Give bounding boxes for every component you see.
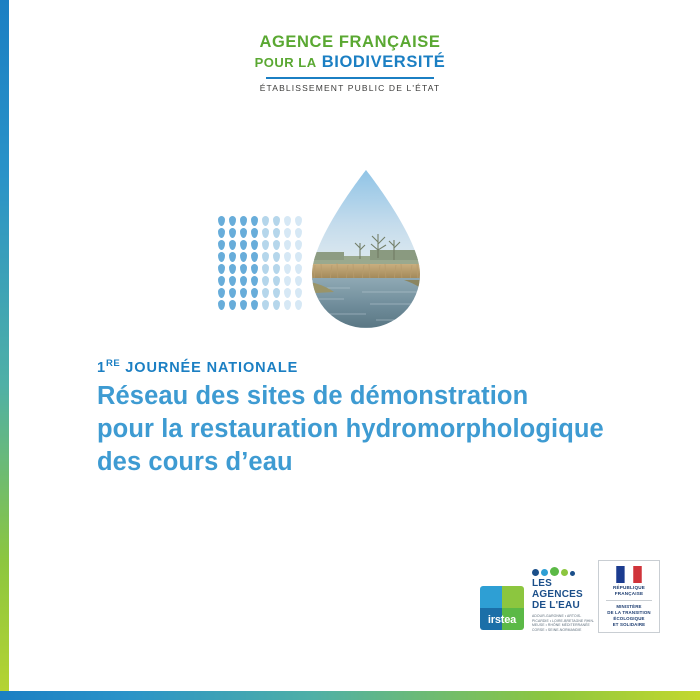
agences-eau-subtitle: ADOUR-GARONNE • ARTOIS-PICARDIE • LOIRE-BRETAGNE RHIN-MEUSE • RHÔNE MÉDITERRANÉE CORSE • SEINE-NORMANDIE <box>532 614 595 632</box>
droplet-dot-icon <box>218 300 225 310</box>
agences-dot-icon <box>541 569 548 576</box>
droplet-dot-icon <box>251 252 258 262</box>
agences-dot-icon <box>550 567 559 576</box>
droplet-dot-icon <box>229 276 236 286</box>
marianne-ministere-line4: ET SOLIDAIRE <box>612 622 646 627</box>
droplet-dot-icon <box>284 240 291 250</box>
agences-eau-line1: LES <box>532 578 553 590</box>
droplet-dot-icon <box>218 276 225 286</box>
droplet-dot-icon <box>284 216 291 226</box>
droplet-dot-icon <box>251 240 258 250</box>
kicker-rest: JOURNÉE NATIONALE <box>120 359 299 376</box>
droplet-dot-icon <box>240 252 247 262</box>
droplet-artwork <box>218 168 458 340</box>
droplet-dot-icon <box>273 252 280 262</box>
droplet-dot-icon <box>273 228 280 238</box>
droplet-dot-icon <box>240 300 247 310</box>
droplet-dot-icon <box>262 300 269 310</box>
droplet-dot-icon <box>240 276 247 286</box>
kicker <box>97 358 298 376</box>
agences-eau-dots <box>532 567 596 576</box>
partner-logos <box>470 550 660 645</box>
french-flag-icon <box>616 566 642 583</box>
droplet-dot-icon <box>229 288 236 298</box>
droplet-dot-icon <box>262 240 269 250</box>
droplet-dot-icon <box>273 300 280 310</box>
afb-logo-line2 <box>0 52 700 73</box>
droplet-dot-icon <box>218 288 225 298</box>
droplet-dot-icon <box>262 228 269 238</box>
afb-logo-line1: AGENCE FRANÇAISE <box>259 33 441 51</box>
droplet-dot-icon <box>262 276 269 286</box>
droplet-dot-icon <box>229 252 236 262</box>
afb-logo-line3: ÉTABLISSEMENT PUBLIC DE L'ÉTAT <box>259 83 441 93</box>
droplet-dot-icon <box>284 252 291 262</box>
agences-dot-icon <box>570 571 575 576</box>
droplet-dot-icon <box>229 228 236 238</box>
droplet-dot-icon <box>229 240 236 250</box>
droplet-dot-icon <box>218 264 225 274</box>
droplet-dot-icon <box>262 252 269 262</box>
afb-logo <box>0 33 700 93</box>
irstea-quadrant <box>480 586 502 608</box>
droplet-dot-icon <box>218 228 225 238</box>
kicker-ordinal: RE <box>105 358 121 369</box>
droplet-dot-icon <box>251 216 258 226</box>
droplet-dot-icon <box>251 300 258 310</box>
page-title <box>97 380 637 479</box>
droplet-dot-icon <box>218 216 225 226</box>
droplet-dot-icon <box>240 228 247 238</box>
agences-dot-icon <box>561 569 568 576</box>
marianne-ministere-line3: ÉCOLOGIQUE <box>613 616 645 621</box>
droplet-dot-icon <box>229 300 236 310</box>
droplet-dot-icon <box>229 216 236 226</box>
droplet-dot-icon <box>273 216 280 226</box>
droplet-dot-icon <box>240 240 247 250</box>
afb-logo-rule <box>266 77 434 79</box>
droplet-dot-icon <box>273 276 280 286</box>
droplet-pattern <box>218 216 310 308</box>
marianne-republique-text: RÉPUBLIQUE FRANÇAISE <box>612 585 646 596</box>
irstea-logo-text: irstea <box>487 614 517 626</box>
droplet-dot-icon <box>229 264 236 274</box>
droplet-dot-icon <box>240 264 247 274</box>
page-title-line-1: Réseau des sites de démonstration <box>97 382 529 410</box>
droplet-dot-icon <box>284 300 291 310</box>
droplet-dot-icon <box>284 276 291 286</box>
droplet-dot-icon <box>251 288 258 298</box>
agences-eau-logo <box>532 567 596 632</box>
droplet-dot-icon <box>273 240 280 250</box>
droplet-dot-icon <box>218 252 225 262</box>
agences-eau-line3: DE L'EAU <box>532 600 580 612</box>
droplet-dot-icon <box>251 276 258 286</box>
marianne-ministere-line1: MINISTÈRE <box>616 604 642 609</box>
droplet-dot-icon <box>251 264 258 274</box>
kicker-number: 1 <box>97 359 106 376</box>
droplet-dot-icon <box>273 264 280 274</box>
water-droplet-photo <box>300 168 432 340</box>
left-gradient-bar <box>0 0 9 700</box>
page-title-line-3: des cours d’eau <box>97 448 293 476</box>
agences-eau-line2: AGENCES <box>532 589 583 601</box>
afb-logo-biodiversite: BIODIVERSITÉ <box>321 53 446 71</box>
droplet-dot-icon <box>251 228 258 238</box>
irstea-quadrant <box>502 586 524 608</box>
afb-logo-pour: POUR LA <box>254 55 317 70</box>
marianne-ministere-line2: DE LA TRANSITION <box>607 610 651 615</box>
marianne-ministry-logo <box>598 560 660 633</box>
droplet-dot-icon <box>284 228 291 238</box>
bottom-gradient-bar <box>0 691 700 700</box>
droplet-dot-icon <box>262 216 269 226</box>
droplet-dot-icon <box>284 264 291 274</box>
page-title-line-2: pour la restauration hydromorphologique <box>97 415 604 443</box>
droplet-dot-icon <box>240 216 247 226</box>
droplet-dot-icon <box>218 240 225 250</box>
droplet-dot-icon <box>284 288 291 298</box>
droplet-dot-icon <box>262 264 269 274</box>
droplet-dot-icon <box>240 288 247 298</box>
droplet-dot-icon <box>273 288 280 298</box>
droplet-dot-icon <box>262 288 269 298</box>
marianne-divider <box>606 600 652 601</box>
agences-dot-icon <box>532 569 539 576</box>
